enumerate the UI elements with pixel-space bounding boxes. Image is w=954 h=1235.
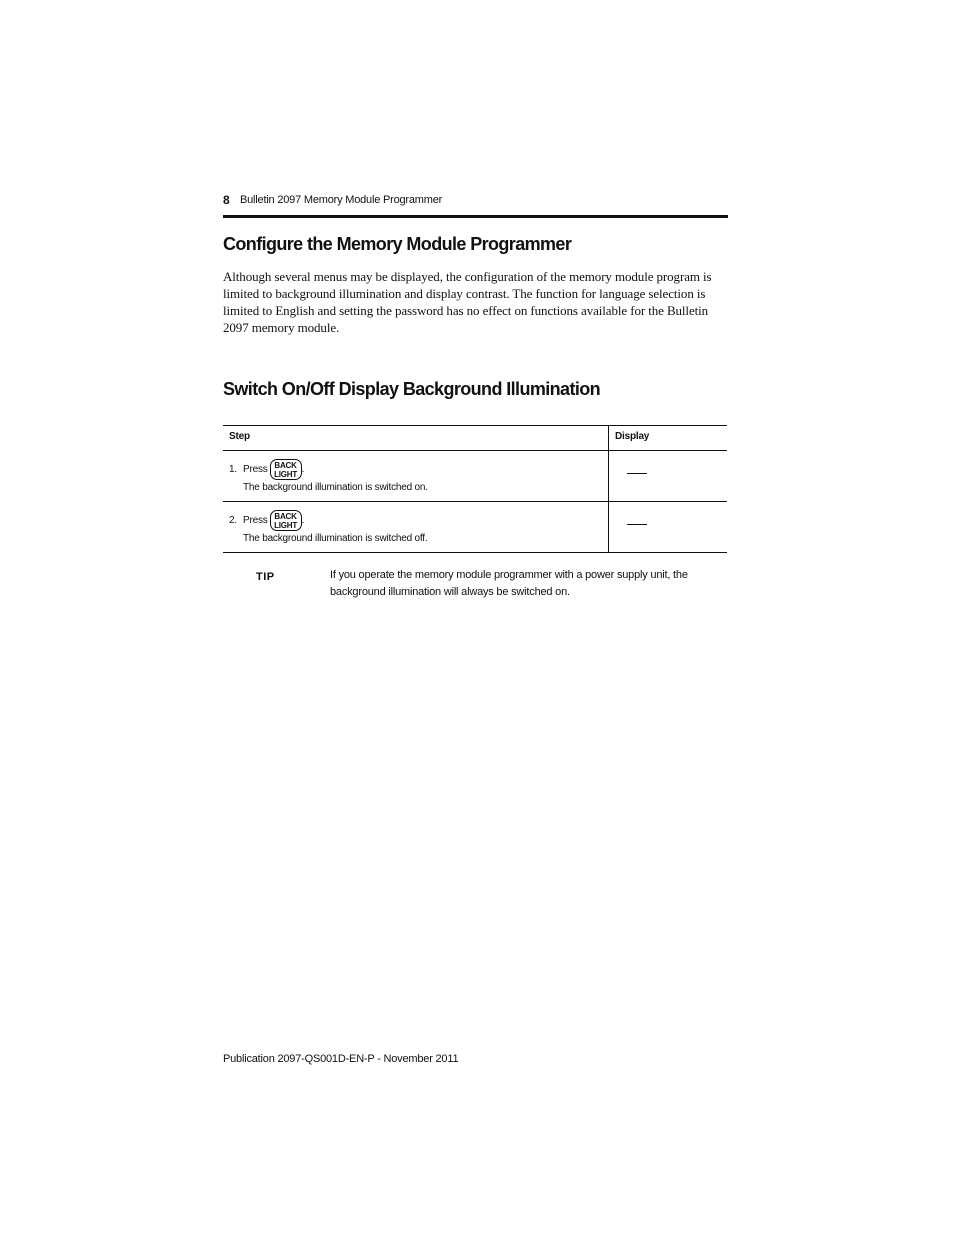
page-number: 8 [223,193,230,207]
table-row [223,502,727,553]
tip-label: TIP [256,571,275,583]
step-number: 2. [229,515,237,526]
key-label-top: BACK [274,512,297,521]
display-placeholder-line [627,473,647,474]
section-paragraph: Although several menus may be displayed, the configuration of the memory module program is limited to background illumination and display contrast. The function for language selection is limited to English and setting the password has no effect on functions available for the Bulletin 2097 memory module. [223,269,712,335]
page-header [223,193,728,218]
step-cell [223,502,609,552]
back-light-key-icon [270,510,302,531]
header-cell-step [223,426,609,450]
section-heading-illumination: Switch On/Off Display Background Illumination [223,379,601,399]
display-placeholder-line [627,524,647,525]
column-header-step: Step [229,431,250,442]
step-result: The background illumination is switched off. [243,533,428,544]
running-title: Bulletin 2097 Memory Module Programmer [240,194,443,206]
key-label-top: BACK [274,461,297,470]
step-number: 1. [229,464,237,475]
key-period: . [301,464,305,475]
header-cell-display [609,426,727,450]
step-result: The background illumination is switched on. [243,482,428,493]
table-header-row [223,426,727,451]
publication-footer: Publication 2097-QS001D-EN-P - November 2011 [223,1053,459,1065]
display-cell [609,502,727,552]
key-period: . [301,515,305,526]
display-cell [609,451,727,501]
tip-text: If you operate the memory module programmer with a power supply unit, the background illumination will always be switched on. [330,569,688,598]
table-row [223,451,727,502]
press-label: Press [243,464,268,475]
steps-table [223,425,727,553]
section-heading-configure: Configure the Memory Module Programmer [223,234,572,254]
press-label: Press [243,515,268,526]
step-cell [223,451,609,501]
step-instruction [229,510,304,531]
step-instruction [229,459,304,480]
key-label-bottom: LIGHT [274,521,298,530]
back-light-key-icon [270,459,302,480]
key-label-bottom: LIGHT [274,470,298,479]
column-header-display: Display [615,431,650,442]
